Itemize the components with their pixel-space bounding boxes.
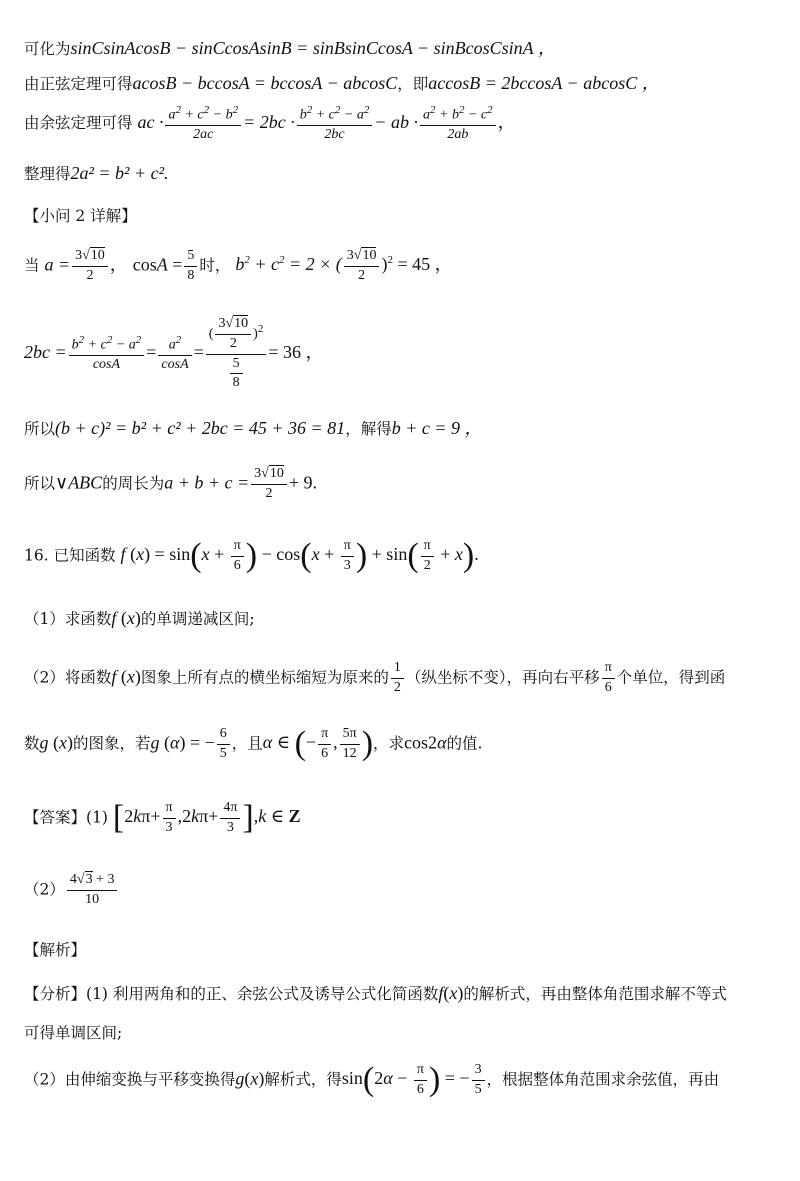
math-expression: b + c = 9 ， — [391, 418, 483, 438]
line-perimeter — [24, 466, 780, 503]
fraction: $\frac{3√10}{2}$ — [251, 466, 287, 503]
text: 的周长为 — [102, 474, 165, 493]
analysis-1 — [24, 983, 780, 1005]
text: 个单位，得到函 — [616, 668, 726, 687]
fraction: $\frac{1}{2}$ — [391, 660, 404, 697]
math-expression: − ab · — [374, 112, 418, 133]
subquestion-2 — [24, 660, 780, 697]
math-expression: $b^2 + c^2 = 2$ × ( — [235, 254, 342, 275]
text: 所以 — [24, 474, 56, 493]
math-expression: g (x) — [39, 732, 74, 753]
text: 可化为 — [24, 40, 71, 58]
math-expression: g (α) = − — [150, 732, 215, 753]
line-cosine-law: 由余弦定理可得 ac · $\frac{a^2 + c^2 - b^2}{2ac}$ = 2bc · $\frac{b^2 + c^2 - a^2}{2bc}$ − ab · $\frac{a^2 + b^2 - c^2}{2ab}$ ， — [24, 104, 516, 143]
math-expression: g(x) — [235, 1068, 265, 1089]
answer-1 — [24, 800, 780, 837]
subquestion-1 — [24, 608, 780, 630]
text: 由伸缩变换与平移变换得 — [64, 1070, 236, 1089]
text: ，解得 — [345, 420, 392, 438]
label: （2） — [24, 668, 65, 687]
text: 由正弦定理可得 — [24, 75, 133, 93]
fraction: $\frac{4√3 + 3}{10}$ — [67, 872, 118, 909]
line-2bc: 2bc = $\frac{b^2 + c^2 - a^2}{\cos A}$ = $\frac{a^2}{\cos A}$ = ( $\frac{3√10}{2}$ )$^2$ $\frac{5}{8}$ = 36 ， — [24, 316, 324, 391]
jiexi-heading — [24, 941, 780, 960]
fraction: $\frac{a^2 + c^2 - b^2}{2ac}$ — [165, 104, 241, 144]
heading: 【小问 2 详解】 — [24, 207, 137, 225]
math-expression: + 9. — [288, 472, 317, 493]
fraction: $\frac{3√10}{2}$ — [72, 248, 108, 285]
subquestion-2-cont — [24, 726, 780, 763]
text: 由余弦定理可得 — [24, 114, 133, 133]
line-sum — [24, 418, 780, 440]
line-result — [24, 163, 780, 185]
label: 【分析】 — [24, 985, 87, 1003]
question-number: 16. — [24, 546, 49, 565]
math-expression: accosB = 2bccosA − abcosC ， — [428, 73, 660, 93]
text: 求函数 — [64, 610, 112, 628]
heading: 【解析】 — [24, 941, 87, 959]
fraction: $\frac{6}{5}$ — [217, 726, 230, 763]
fraction: $\frac{b^2 + c^2 - a^2}{2bc}$ — [297, 104, 373, 144]
text: （纵坐标不变），再向右平移 — [405, 668, 600, 687]
compound-fraction: ( $\frac{3√10}{2}$ )$^2$ $\frac{5}{8}$ — [206, 316, 267, 392]
math-expression: f (x) = sin(x + $\frac{\pi}{6}$ ) − cos(x + $\frac{\pi}{3}$ ) + sin( $\frac{\pi}{2}$ + x). — [120, 537, 479, 575]
fraction: $\frac{a^2}{\cos A}$ — [158, 334, 191, 374]
math-expression: [2kπ+ $\frac{\pi}{3}$ ,2kπ+ $\frac{4\pi}{3}$ ],k ∈ Z — [112, 799, 301, 837]
math-expression: a + b + c = — [164, 472, 250, 493]
label: （2） — [24, 880, 65, 899]
analysis-1-cont — [24, 1024, 780, 1043]
line-given: 当 a = $\frac{3√10}{2}$ ， cosA = $\frac{5}{8}$ 时， $b^2 + c^2 = 2$ × ( $\frac{3√10}{2}$ )$^2$ = 45 ， — [24, 248, 453, 283]
math-expression: f (x) — [111, 666, 141, 687]
line-simplify — [24, 38, 780, 60]
math-expression: sin(2α − $\frac{\pi}{6}$ ) = − $\frac{3}{5}$ — [342, 1068, 487, 1088]
math-expression: 2bc = — [24, 342, 67, 363]
fraction: $\frac{3√10}{2}$ — [344, 248, 380, 285]
math-expression: )$^2$ = 45 ， — [381, 254, 453, 275]
math-expression: f (x) — [111, 608, 141, 628]
math-expression: sinCsinAcosB − sinCcosAsinB = sinBsinCcosA − sinBcosCsinA ， — [70, 38, 556, 58]
text: 将函数 — [64, 668, 112, 687]
fraction: $\frac{\pi}{6}$ — [602, 660, 615, 697]
text: 已知函数 — [53, 546, 116, 565]
text: 数 — [24, 734, 40, 753]
fraction: $\frac{5}{8}$ — [184, 248, 197, 285]
text: ，根据整体角范围求余弦值，再由 — [486, 1070, 720, 1089]
label: (1) — [86, 808, 108, 827]
text: 整理得 — [24, 165, 71, 183]
math-expression: α ∈ (− $\frac{\pi}{6}$ , $\frac{5\pi}{12}$ ) — [262, 725, 374, 763]
text: ，即 — [397, 75, 429, 93]
math-expression: ac · — [137, 112, 164, 133]
line-sine-law — [24, 73, 780, 95]
label: （1） — [24, 610, 65, 628]
math-expression: a = — [44, 254, 71, 275]
text: ，求 — [373, 734, 405, 753]
text: 解析式，得 — [264, 1070, 342, 1089]
text: 可得单调区间; — [24, 1024, 123, 1042]
text: 图象上所有点的横坐标缩短为原来的 — [140, 668, 389, 687]
text: (1) 利用两角和的正、余弦公式及诱导公式化简函数 — [86, 985, 439, 1003]
math-expression: ∨ABC — [55, 472, 103, 493]
text: 的值. — [446, 734, 483, 753]
math-expression: = 2bc · — [243, 112, 295, 133]
text: 当 — [24, 256, 40, 275]
text: 时， — [199, 256, 231, 275]
subheading-part2 — [24, 207, 780, 226]
math-expression: cosA = — [132, 254, 183, 275]
question-16 — [24, 538, 780, 575]
fraction: $\frac{a^2 + b^2 - c^2}{2ab}$ — [420, 104, 496, 144]
text: 的图象，若 — [73, 734, 151, 753]
text: 的单调递减区间; — [140, 610, 255, 628]
math-expression: (b + c)² = b² + c² + 2bc = 45 + 36 = 81 — [55, 418, 346, 438]
math-expression: = 36 ， — [268, 342, 324, 363]
text: 的解析式，再由整体角范围求解不等式 — [463, 985, 727, 1003]
text: 所以 — [24, 420, 56, 438]
math-expression: 2a² = b² + c². — [70, 163, 169, 183]
text: ，且 — [231, 734, 263, 753]
math-expression: acosB − bccosA = bccosA − abcosC — [132, 73, 398, 93]
answer-2 — [24, 872, 780, 909]
label: （2） — [24, 1070, 65, 1089]
analysis-2 — [24, 1062, 780, 1099]
fraction: $\frac{b^2 + c^2 - a^2}{\cos A}$ — [69, 334, 145, 374]
math-expression: cos2α — [404, 732, 447, 753]
label: 【答案】 — [24, 808, 87, 827]
math-expression: f(x) — [438, 983, 464, 1003]
